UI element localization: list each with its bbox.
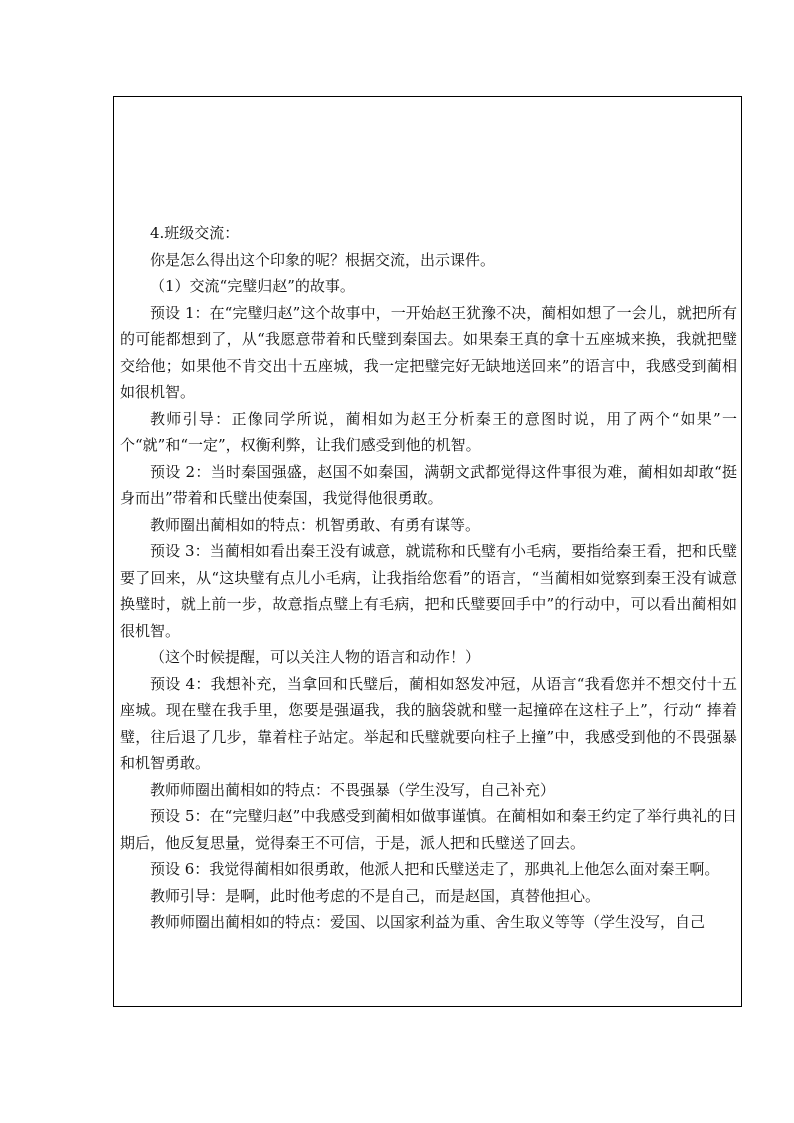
paragraph-exchange-story: （1）交流“完璧归赵”的故事。 <box>150 277 355 295</box>
paragraph-preset-5: 预设 5：在“完璧归赵”中我感受到蔺相如做事谨慎。在蔺相如和秦王约定了举行典礼的日期后，他反复思量，觉得秦王不可信，于是，派人把和氏璧送了回去。 <box>120 807 737 852</box>
paragraph-teacher-circle-2: 教师师圈出蔺相如的特点：不畏强暴（学生没写，自己补充） <box>150 780 556 799</box>
paragraph-teacher-circle-3: 教师师圈出蔺相如的特点：爱国、以国家利益为重、舍生取义等等（学生没写，自己 <box>150 913 706 931</box>
paragraph-teacher-guide-1: 教师引导：正像同学所说，蔺相如为赵王分析秦王的意图时说，用了两个“如果”一个“就”和“一定”，权衡利弊，让我们感受到他的机智。 <box>120 409 737 454</box>
table-cell-frame <box>113 96 742 1007</box>
paragraph-teacher-guide-2: 教师引导：是啊，此时他考虑的不是自己，而是赵国，真替他担心。 <box>150 886 601 905</box>
paragraph-preset-6: 预设 6：我觉得蔺相如很勇敢，他派人把和氏璧送走了，那典礼上他怎么面对秦王啊。 <box>150 860 720 878</box>
lesson-content <box>120 220 737 936</box>
paragraph-reminder: （这个时候提醒，可以关注人物的语言和动作！） <box>150 648 481 666</box>
paragraph-preset-4: 预设 4：我想补充，当拿回和氏璧后，蔺相如怒发冲冠，从语言“我看您并不想交付十五座城。现在璧在我手里，您要是强逼我，我的脑袋就和璧一起撞碎在这柱子上”，行动“ 捧着璧，往后退了几步，靠着柱子站定。举起和氏璧就要向柱子上撞”中，我感受到他的不畏强暴和机智勇敢。 <box>120 674 737 772</box>
paragraph-teacher-circle-1: 教师圈出蔺相如的特点：机智勇敢、有勇有谋等。 <box>150 515 481 534</box>
paragraph-preset-2: 预设 2：当时秦国强盛，赵国不如秦国，满朝文武都觉得这件事很为难，蔺相如却敢“挺身而出”带着和氏璧出使秦国，我觉得他很勇敢。 <box>120 462 737 507</box>
paragraph-step-4: 4.班级交流： <box>150 224 240 242</box>
paragraph-preset-3: 预设 3：当蔺相如看出秦王没有诚意，就谎称和氏璧有小毛病，要指给秦王看，把和氏璧要了回来，从“这块璧有点儿小毛病，让我指给您看”的语言，“当蔺相如觉察到秦王没有诚意换璧时，就上前一步，故意指点璧上有毛病，把和氏璧要回手中”的行动中，可以看出蔺相如很机智。 <box>120 542 737 640</box>
paragraph-preset-1: 预设 1：在“完璧归赵”这个故事中，一开始赵王犹豫不决，蔺相如想了一会儿，就把所有的可能都想到了，从“我愿意带着和氏璧到秦国去。如果秦王真的拿十五座城来换，我就把璧交给他；如果他不肯交出十五座城，我一定把璧完好无缺地送回来”的语言中，我感受到蔺相如很机智。 <box>120 303 737 401</box>
paragraph-question: 你是怎么得出这个印象的呢？根据交流，出示课件。 <box>150 250 496 269</box>
